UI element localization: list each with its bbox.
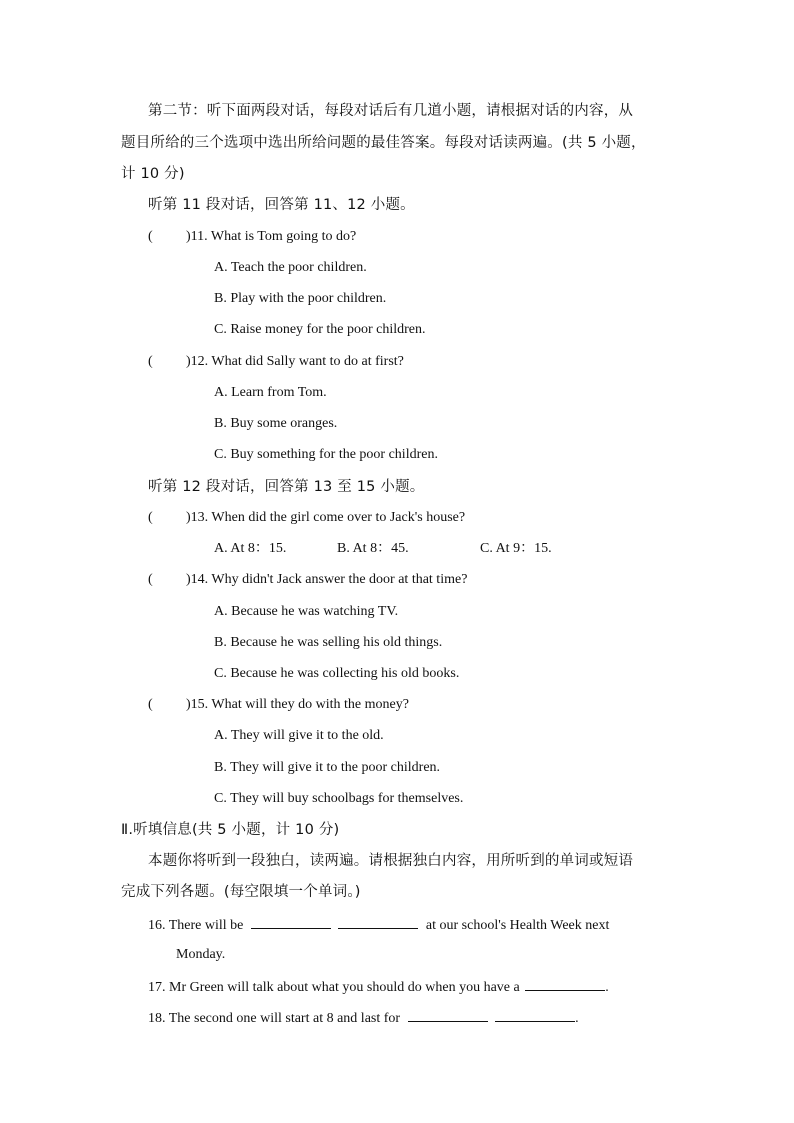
q13-option-b: B. At 8：45.: [337, 541, 409, 556]
q12-option-b: B. Buy some oranges.: [214, 416, 338, 431]
question-15: [148, 695, 409, 715]
q13-option-a: A. At 8：15.: [214, 541, 287, 556]
q18-text-after: .: [575, 1011, 579, 1026]
part2-intro-line1: 本题你将听到一段独白，读两遍。请根据独白内容，用所听到的单词或短语: [148, 853, 634, 869]
q16-line2: Monday.: [176, 947, 226, 962]
q14-option-b: B. Because he was selling his old things.: [214, 635, 443, 650]
q15-option-a: A. They will give it to the old.: [214, 728, 384, 743]
q12-option-a: A. Learn from Tom.: [214, 385, 327, 400]
section2-intro-line1: 第二节：听下面两段对话，每段对话后有几道小题，请根据对话的内容，从: [148, 103, 634, 119]
q11-option-a: A. Teach the poor children.: [214, 260, 367, 275]
q12-option-c: C. Buy something for the poor children.: [214, 447, 438, 462]
answer-paren[interactable]: (: [148, 510, 153, 525]
q16-text-after: at our school's Health Week next: [425, 918, 610, 933]
question-14-text: )14. Why didn't Jack answer the door at that time?: [186, 572, 468, 587]
dialog11-heading: 听第 11 段对话，回答第 11、12 小题。: [148, 197, 415, 213]
question-17: [148, 976, 609, 998]
q17-text-before: 17. Mr Green will talk about what you should do when you have a: [148, 980, 520, 995]
q11-option-b: B. Play with the poor children.: [214, 291, 387, 306]
section2-intro-line3: 计 10 分): [121, 166, 185, 182]
answer-paren[interactable]: (: [148, 697, 153, 712]
q17-blank[interactable]: [525, 976, 605, 991]
question-18: [148, 1007, 579, 1029]
question-14: [148, 570, 467, 590]
q14-option-a: A. Because he was watching TV.: [214, 604, 399, 619]
answer-paren[interactable]: (: [148, 354, 153, 369]
q16-blank-1[interactable]: [251, 914, 331, 929]
q16-blank-2[interactable]: [338, 914, 418, 929]
question-12: [148, 352, 404, 372]
part2-title: Ⅱ.听填信息(共 5 小题，计 10 分): [121, 822, 340, 838]
q18-text-before: 18. The second one will start at 8 and last for: [148, 1011, 401, 1026]
q14-option-c: C. Because he was collecting his old books.: [214, 666, 460, 681]
q15-option-b: B. They will give it to the poor children.: [214, 760, 441, 775]
answer-paren[interactable]: (: [148, 229, 153, 244]
q15-option-c: C. They will buy schoolbags for themselves.: [214, 791, 464, 806]
q13-option-c: C. At 9：15.: [480, 541, 552, 556]
section2-intro-line2: 题目所给的三个选项中选出所给问题的最佳答案。每段对话读两遍。(共 5 小题，: [121, 135, 646, 151]
part2-intro-line2: 完成下列各题。(每空限填一个单词。): [121, 884, 361, 900]
question-15-text: )15. What will they do with the money?: [186, 697, 409, 712]
q18-blank-1[interactable]: [408, 1007, 488, 1022]
question-13-text: )13. When did the girl come over to Jack's house?: [186, 510, 466, 525]
dialog12-heading: 听第 12 段对话，回答第 13 至 15 小题。: [148, 479, 425, 495]
q16-text-before: 16. There will be: [148, 918, 244, 933]
q18-blank-2[interactable]: [495, 1007, 575, 1022]
question-12-text: )12. What did Sally want to do at first?: [186, 354, 404, 369]
question-11: [148, 227, 356, 247]
question-16: [148, 914, 609, 936]
q11-option-c: C. Raise money for the poor children.: [214, 322, 426, 337]
question-11-text: )11. What is Tom going to do?: [186, 229, 357, 244]
question-13: [148, 508, 465, 528]
answer-paren[interactable]: (: [148, 572, 153, 587]
q17-text-after: .: [605, 980, 609, 995]
